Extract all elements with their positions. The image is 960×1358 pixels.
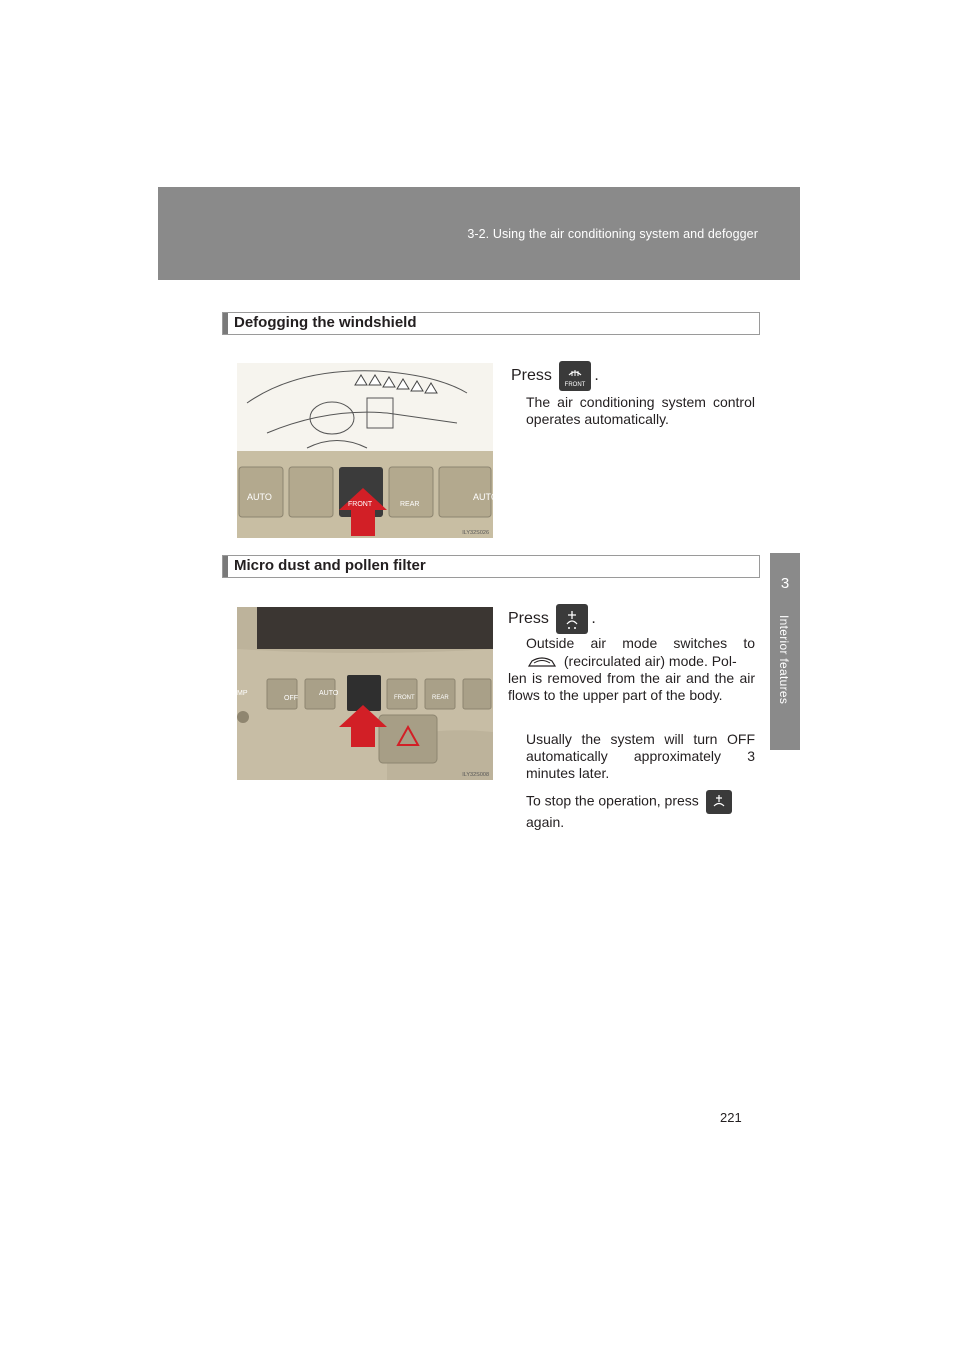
rear-button-label: REAR xyxy=(400,501,420,508)
svg-text:FRONT: FRONT xyxy=(565,382,586,388)
micro-dust-filter-icon-small xyxy=(706,790,732,814)
section-heading-defogging: Defogging the windshield xyxy=(222,312,760,335)
front-defroster-icon xyxy=(559,361,591,391)
press-instruction-2: Press . xyxy=(508,604,596,634)
page-header xyxy=(158,187,800,280)
control-panel-photo xyxy=(237,607,493,780)
recirculated-air-icon xyxy=(526,654,560,670)
mp-label: MP xyxy=(237,690,248,697)
press-instruction-1: Press FRONT . xyxy=(511,361,599,391)
section2-para1-line1: Outside air mode switches to xyxy=(526,635,755,651)
page-number: 221 xyxy=(720,1110,742,1125)
chapter-number: 3 xyxy=(780,575,790,592)
section2-para3: To stop the operation, press again. xyxy=(526,790,755,831)
section1-body: The air conditioning system control operates automatically. xyxy=(526,394,755,427)
auto-button-label: AUTO xyxy=(319,690,339,697)
front-button-label: FRONT xyxy=(394,695,415,701)
section-title: 3-2. Using the air conditioning system and defogger xyxy=(467,227,758,241)
photo-id: ILY32S008 xyxy=(462,772,489,778)
dashboard-drawing xyxy=(237,363,493,538)
chapter-label: Interior features xyxy=(777,615,791,705)
front-button-label: FRONT xyxy=(348,501,373,508)
section2-para2: Usually the system will turn OFF automatically approximately 3 minutes later. xyxy=(526,731,755,781)
auto-button-label-2: AUTO xyxy=(473,492,498,502)
micro-dust-filter-icon xyxy=(556,604,588,634)
defogger-illustration xyxy=(237,363,498,538)
section-heading-micro-dust: Micro dust and pollen filter xyxy=(222,555,760,578)
section2-para1-rest: len is removed from the air and the air flows to the upper part of the body. xyxy=(508,670,755,703)
rear-button-label: REAR xyxy=(432,695,449,701)
section2-para1-line2: (recirculated air) mode. Pol- xyxy=(526,653,755,670)
auto-button-label: AUTO xyxy=(247,492,272,502)
off-button-label: OFF xyxy=(284,695,298,702)
filter-photo xyxy=(237,607,493,780)
chapter-tab xyxy=(770,553,800,750)
photo-id: ILY32S026 xyxy=(462,530,489,536)
